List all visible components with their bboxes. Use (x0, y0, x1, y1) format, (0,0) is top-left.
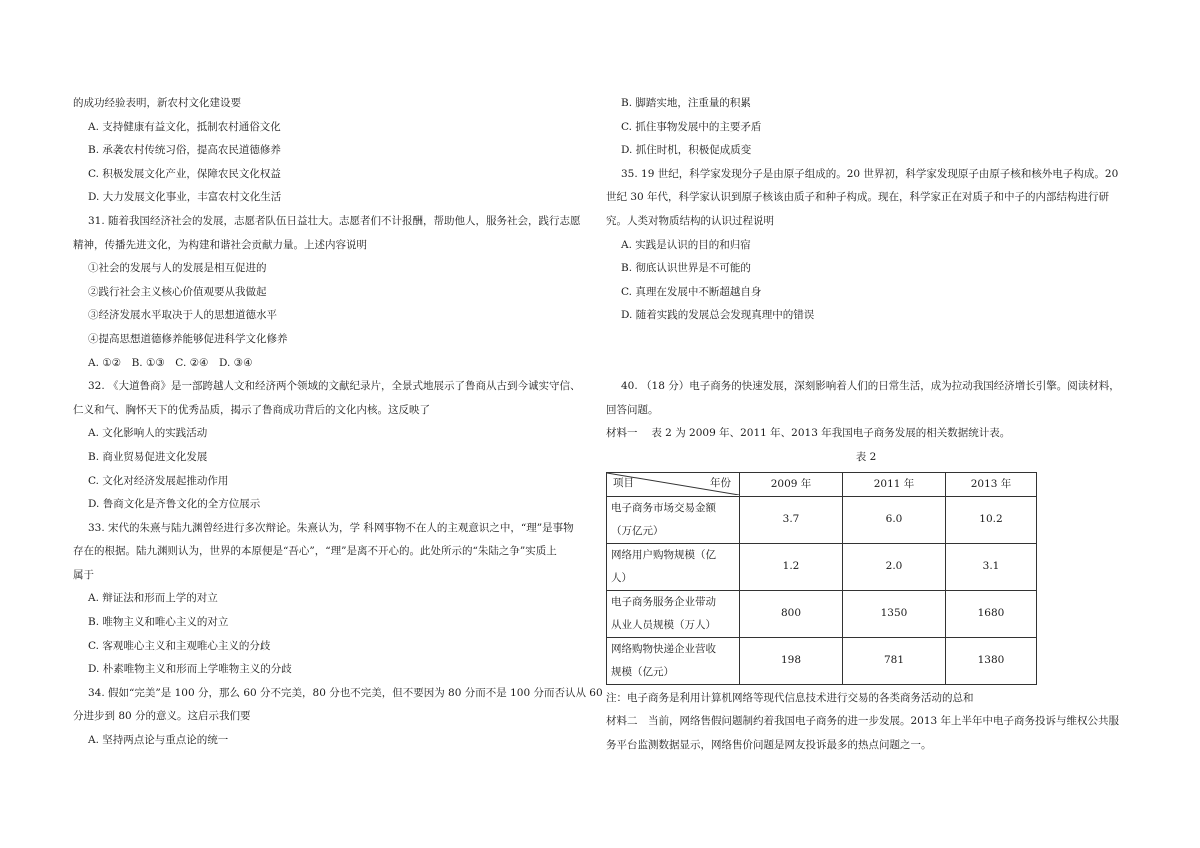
text-line: 属于 (73, 568, 94, 581)
table-cell: 10.2 (946, 496, 1037, 543)
text-line: B. 脚踏实地，注重量的积累 (621, 97, 751, 109)
table-cell: 198 (740, 637, 843, 684)
text-line: 注：电子商务是利用计算机网络等现代信息技术进行交易的各类商务活动的总和 (606, 691, 974, 704)
text-line: 32. 《大道鲁商》是一部跨越人文和经济两个领域的文献纪录片，全景式地展示了鲁商从古到今诚实守信、 (88, 380, 581, 393)
text-line: B. 彻底认识世界是不可能的 (621, 262, 751, 275)
text-line: C. 客观唯心主义和主观唯心主义的分歧 (88, 639, 271, 652)
text-line: B. 承袭农村传统习俗，提高农民道德修养 (88, 144, 281, 157)
text-line: C. 积极发展文化产业，保障农民文化权益 (88, 167, 281, 180)
text-line: A. 坚持两点论与重点论的统一 (88, 734, 229, 747)
text-line: C. 真理在发展中不断超越自身 (621, 285, 762, 298)
text-line: D. 抓住时机，积极促成质变 (621, 144, 752, 157)
table-cell: 1.2 (740, 543, 843, 590)
table-header-row (607, 472, 1037, 496)
text-line: 34. 假如“完美”是 100 分，那么 60 分不完美，80 分也不完美，但不要因为 80 分而不是 100 分而否认从 60 (88, 686, 603, 699)
row-label (607, 637, 740, 684)
header-year: 2013 年 (946, 472, 1037, 496)
spacer (606, 352, 1126, 376)
text-line: ①社会的发展与人的发展是相互促进的 (88, 262, 267, 275)
row-label (607, 543, 740, 590)
header-item-label: 项目 (613, 476, 634, 489)
row-label (607, 590, 740, 637)
row-label-line: 人） (611, 571, 632, 584)
right-top-text (606, 92, 1126, 328)
row-label-line: 从业人员规模（万人） (611, 618, 716, 631)
row-label-line: 规模（亿元） (611, 665, 674, 678)
text-line: ④提高思想道德修养能够促进科学文化修养 (88, 332, 288, 345)
text-line: 的成功经验表明，新农村文化建设要 (73, 97, 241, 109)
text-line: 务平台监测数据显示，网络售价问题是网友投诉最多的热点问题之一。 (606, 738, 932, 751)
text-line: A. 实践是认识的目的和归宿 (621, 238, 751, 251)
right-column (606, 92, 1126, 757)
text-line: ②践行社会主义核心价值观要从我做起 (88, 285, 267, 298)
table-row (607, 637, 1037, 684)
text-line: A. ①② B. ①③ C. ②④ D. ③④ (88, 356, 253, 369)
text-line: D. 随着实践的发展总会发现真理中的错误 (621, 309, 815, 322)
table-caption: 表 2 (855, 450, 877, 463)
text-line: ③经济发展水平取决于人的思想道德水平 (88, 309, 277, 322)
text-line: 回答问题。 (606, 403, 659, 416)
text-line: 40. （18 分）电子商务的快速发展，深刻影响着人们的日常生活，成为拉动我国经济增长引擎。阅读材料， (621, 380, 1120, 393)
text-line: 分进步到 80 分的意义。这启示我们要 (73, 710, 251, 723)
text-line: A. 文化影响人的实践活动 (88, 427, 208, 440)
text-line: 仁义和气、胸怀天下的优秀品质，揭示了鲁商成功背后的文化内核。这反映了 (73, 403, 430, 416)
text-line: 材料一 表 2 为 2009 年、2011 年、2013 年我国电子商务发展的相关数据统计表。 (606, 427, 1011, 440)
text-line: 存在的根据。陆九渊则认为，世界的本原便是“吾心”，“理”是离不开心的。此处所示的“朱陆之争”实质上 (73, 545, 557, 558)
table-cell: 1380 (946, 637, 1037, 684)
table-cell: 3.1 (946, 543, 1037, 590)
row-label-line: 电子商务市场交易金额 (611, 501, 716, 514)
row-label-line: 网络用户购物规模（亿 (611, 548, 716, 561)
text-line: B. 商业贸易促进文化发展 (88, 450, 208, 463)
left-column (73, 92, 603, 753)
table-cell: 781 (843, 637, 946, 684)
table-cell: 1350 (843, 590, 946, 637)
text-line: 世纪 30 年代，科学家认识到原子核该由质子和种子构成。现在，科学家正在对质子和中子的内部结构进行研 (606, 191, 1110, 204)
text-line: A. 辩证法和形而上学的对立 (88, 592, 218, 605)
text-line: B. 唯物主义和唯心主义的对立 (88, 616, 229, 629)
table-cell: 1680 (946, 590, 1037, 637)
text-line: C. 文化对经济发展起推动作用 (88, 474, 229, 487)
row-label-line: （万亿元） (611, 524, 664, 537)
ecommerce-stats-table (606, 472, 1037, 685)
text-line: 35. 19 世纪，科学家发现分子是由原子组成的。20 世界初，科学家发现原子由原子核和核外电子构成。20 (621, 167, 1119, 180)
text-line: 33. 宋代的朱熹与陆九渊曾经进行多次辩论。朱熹认为，学 科网事物不在人的主观意识之中，“理”是事物 (88, 521, 574, 534)
row-label (607, 496, 740, 543)
text-line: C. 抓住事物发展中的主要矛盾 (621, 120, 762, 133)
text-line: D. 大力发展文化事业，丰富农村文化生活 (88, 191, 282, 204)
header-year-label: 年份 (710, 476, 731, 489)
table-row (607, 543, 1037, 590)
text-line: A. 支持健康有益文化，抵制农村通俗文化 (88, 120, 281, 133)
question-40-text (606, 375, 1126, 446)
table-cell: 2.0 (843, 543, 946, 590)
header-year: 2011 年 (843, 472, 946, 496)
spacer (606, 328, 1126, 352)
material-notes (606, 687, 1126, 758)
table-row (607, 590, 1037, 637)
table-cell: 800 (740, 590, 843, 637)
table-cell: 6.0 (843, 496, 946, 543)
text-line: D. 鲁商文化是齐鲁文化的全方位展示 (88, 498, 261, 511)
row-label-line: 电子商务服务企业带动 (611, 595, 716, 608)
text-line: 究。人类对物质结构的认识过程说明 (606, 214, 774, 227)
text-line: 31. 随着我国经济社会的发展，志愿者队伍日益壮大。志愿者们不计报酬，帮助他人，服务社会，践行志愿 (88, 214, 581, 227)
text-line: D. 朴素唯物主义和形而上学唯物主义的分歧 (88, 663, 292, 676)
diagonal-header-cell (607, 472, 740, 496)
header-year: 2009 年 (740, 472, 843, 496)
text-line: 材料二 当前，网络售假问题制约着我国电子商务的进一步发展。2013 年上半年中电子商务投诉与维权公共服 (606, 715, 1120, 728)
row-label-line: 网络购物快递企业营收 (611, 642, 716, 655)
text-line: 精神，传播先进文化，为构建和谐社会贡献力量。上述内容说明 (73, 238, 367, 251)
table-cell: 3.7 (740, 496, 843, 543)
table-row (607, 496, 1037, 543)
